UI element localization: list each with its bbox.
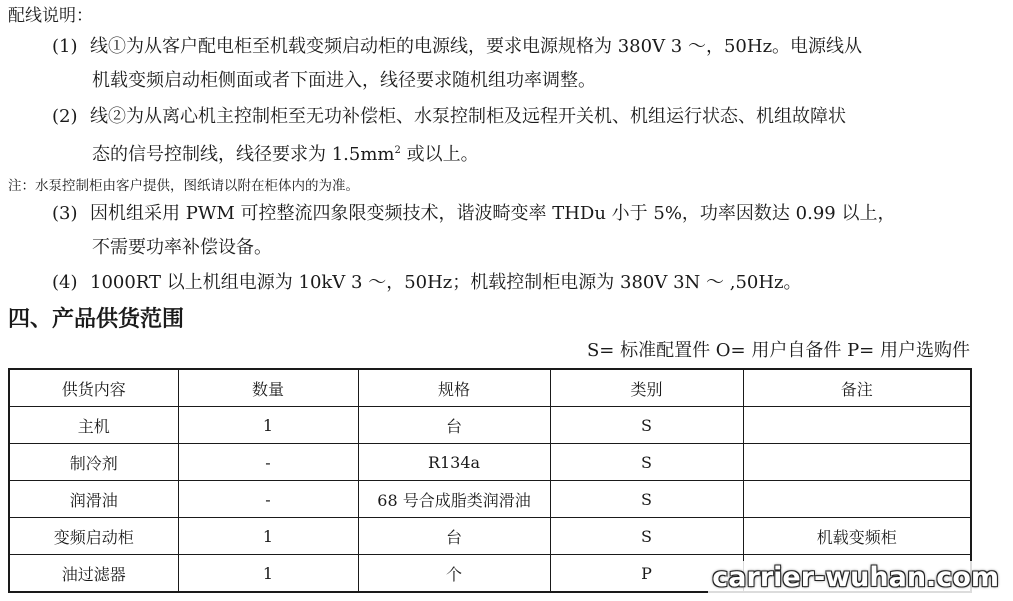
cell-category: S [550,407,743,444]
cell-spec: 个 [358,555,550,593]
supply-table [8,368,972,593]
item-number: (1) [52,36,78,57]
wiring-item-4 [52,269,802,297]
cell-quantity: - [178,444,358,481]
wiring-title: 配线说明： [8,6,93,26]
table-row [9,518,971,555]
cell-category: S [550,481,743,518]
cell-remark: 机载变频柜 [743,518,971,555]
header-quantity: 数量 [178,369,358,407]
cell-content: 变频启动柜 [9,518,178,555]
cell-content: 主机 [9,407,178,444]
item-text: 或以上。 [400,144,479,165]
cell-category: S [550,444,743,481]
table-row [9,481,971,518]
cell-spec: R134a [358,444,550,481]
item-text: 态的信号控制线，线径要求为 1.5mm [92,144,395,165]
wiring-note: 注：水泵控制柜由客户提供，图纸请以附在柜体内的为准。 [8,178,359,194]
header-category: 类别 [550,369,743,407]
cell-remark [743,407,971,444]
cell-quantity: - [178,481,358,518]
table-header-row [9,369,971,407]
cell-quantity: 1 [178,518,358,555]
category-legend: S= 标准配置件 O= 用户自备件 P= 用户选购件 [586,340,970,361]
cell-spec: 台 [358,407,550,444]
item-number: (4) [52,272,78,293]
item-text: 线②为从离心机主控制柜至无功补偿柜、水泵控制柜及远程开关机、机组运行状态、机组故障状 [90,106,846,127]
item-text: 线①为从客户配电柜至机载变频启动柜的电源线，要求电源规格为 380V 3 ～，50Hz。电源线从 [90,36,863,57]
cell-content: 制冷剂 [9,444,178,481]
item-number: (2) [52,106,78,127]
wiring-item-2-cont [92,137,479,169]
table-row [9,407,971,444]
superscript: 2 [394,145,401,156]
cell-quantity: 1 [178,407,358,444]
header-remark: 备注 [743,369,971,407]
wiring-item-2 [52,103,846,131]
cell-spec: 台 [358,518,550,555]
header-spec: 规格 [358,369,550,407]
cell-content: 润滑油 [9,481,178,518]
watermark-text: carrier-wuhan.com [708,561,1003,595]
cell-category: P [550,555,743,593]
cell-category: S [550,518,743,555]
item-number: (3) [52,203,78,224]
wiring-item-1-cont: 机载变频启动柜侧面或者下面进入，线径要求随机组功率调整。 [92,70,596,91]
section-title: 四、产品供货范围 [8,307,185,332]
cell-spec: 68 号合成脂类润滑油 [358,481,550,518]
cell-content: 油过滤器 [9,555,178,593]
cell-quantity: 1 [178,555,358,593]
header-content: 供货内容 [9,369,178,407]
table-row [9,444,971,481]
wiring-item-3-cont: 不需要功率补偿设备。 [92,237,272,258]
item-text: 因机组采用 PWM 可控整流四象限变频技术，谐波畸变率 THDu 小于 5%，功率因数达 0.99 以上， [90,203,896,224]
wiring-item-1 [52,33,862,61]
cell-remark [743,481,971,518]
item-text: 1000RT 以上机组电源为 10kV 3 ～，50Hz；机载控制柜电源为 380V 3N ～ ,50Hz。 [90,272,802,293]
wiring-item-3 [52,200,895,228]
cell-remark [743,444,971,481]
